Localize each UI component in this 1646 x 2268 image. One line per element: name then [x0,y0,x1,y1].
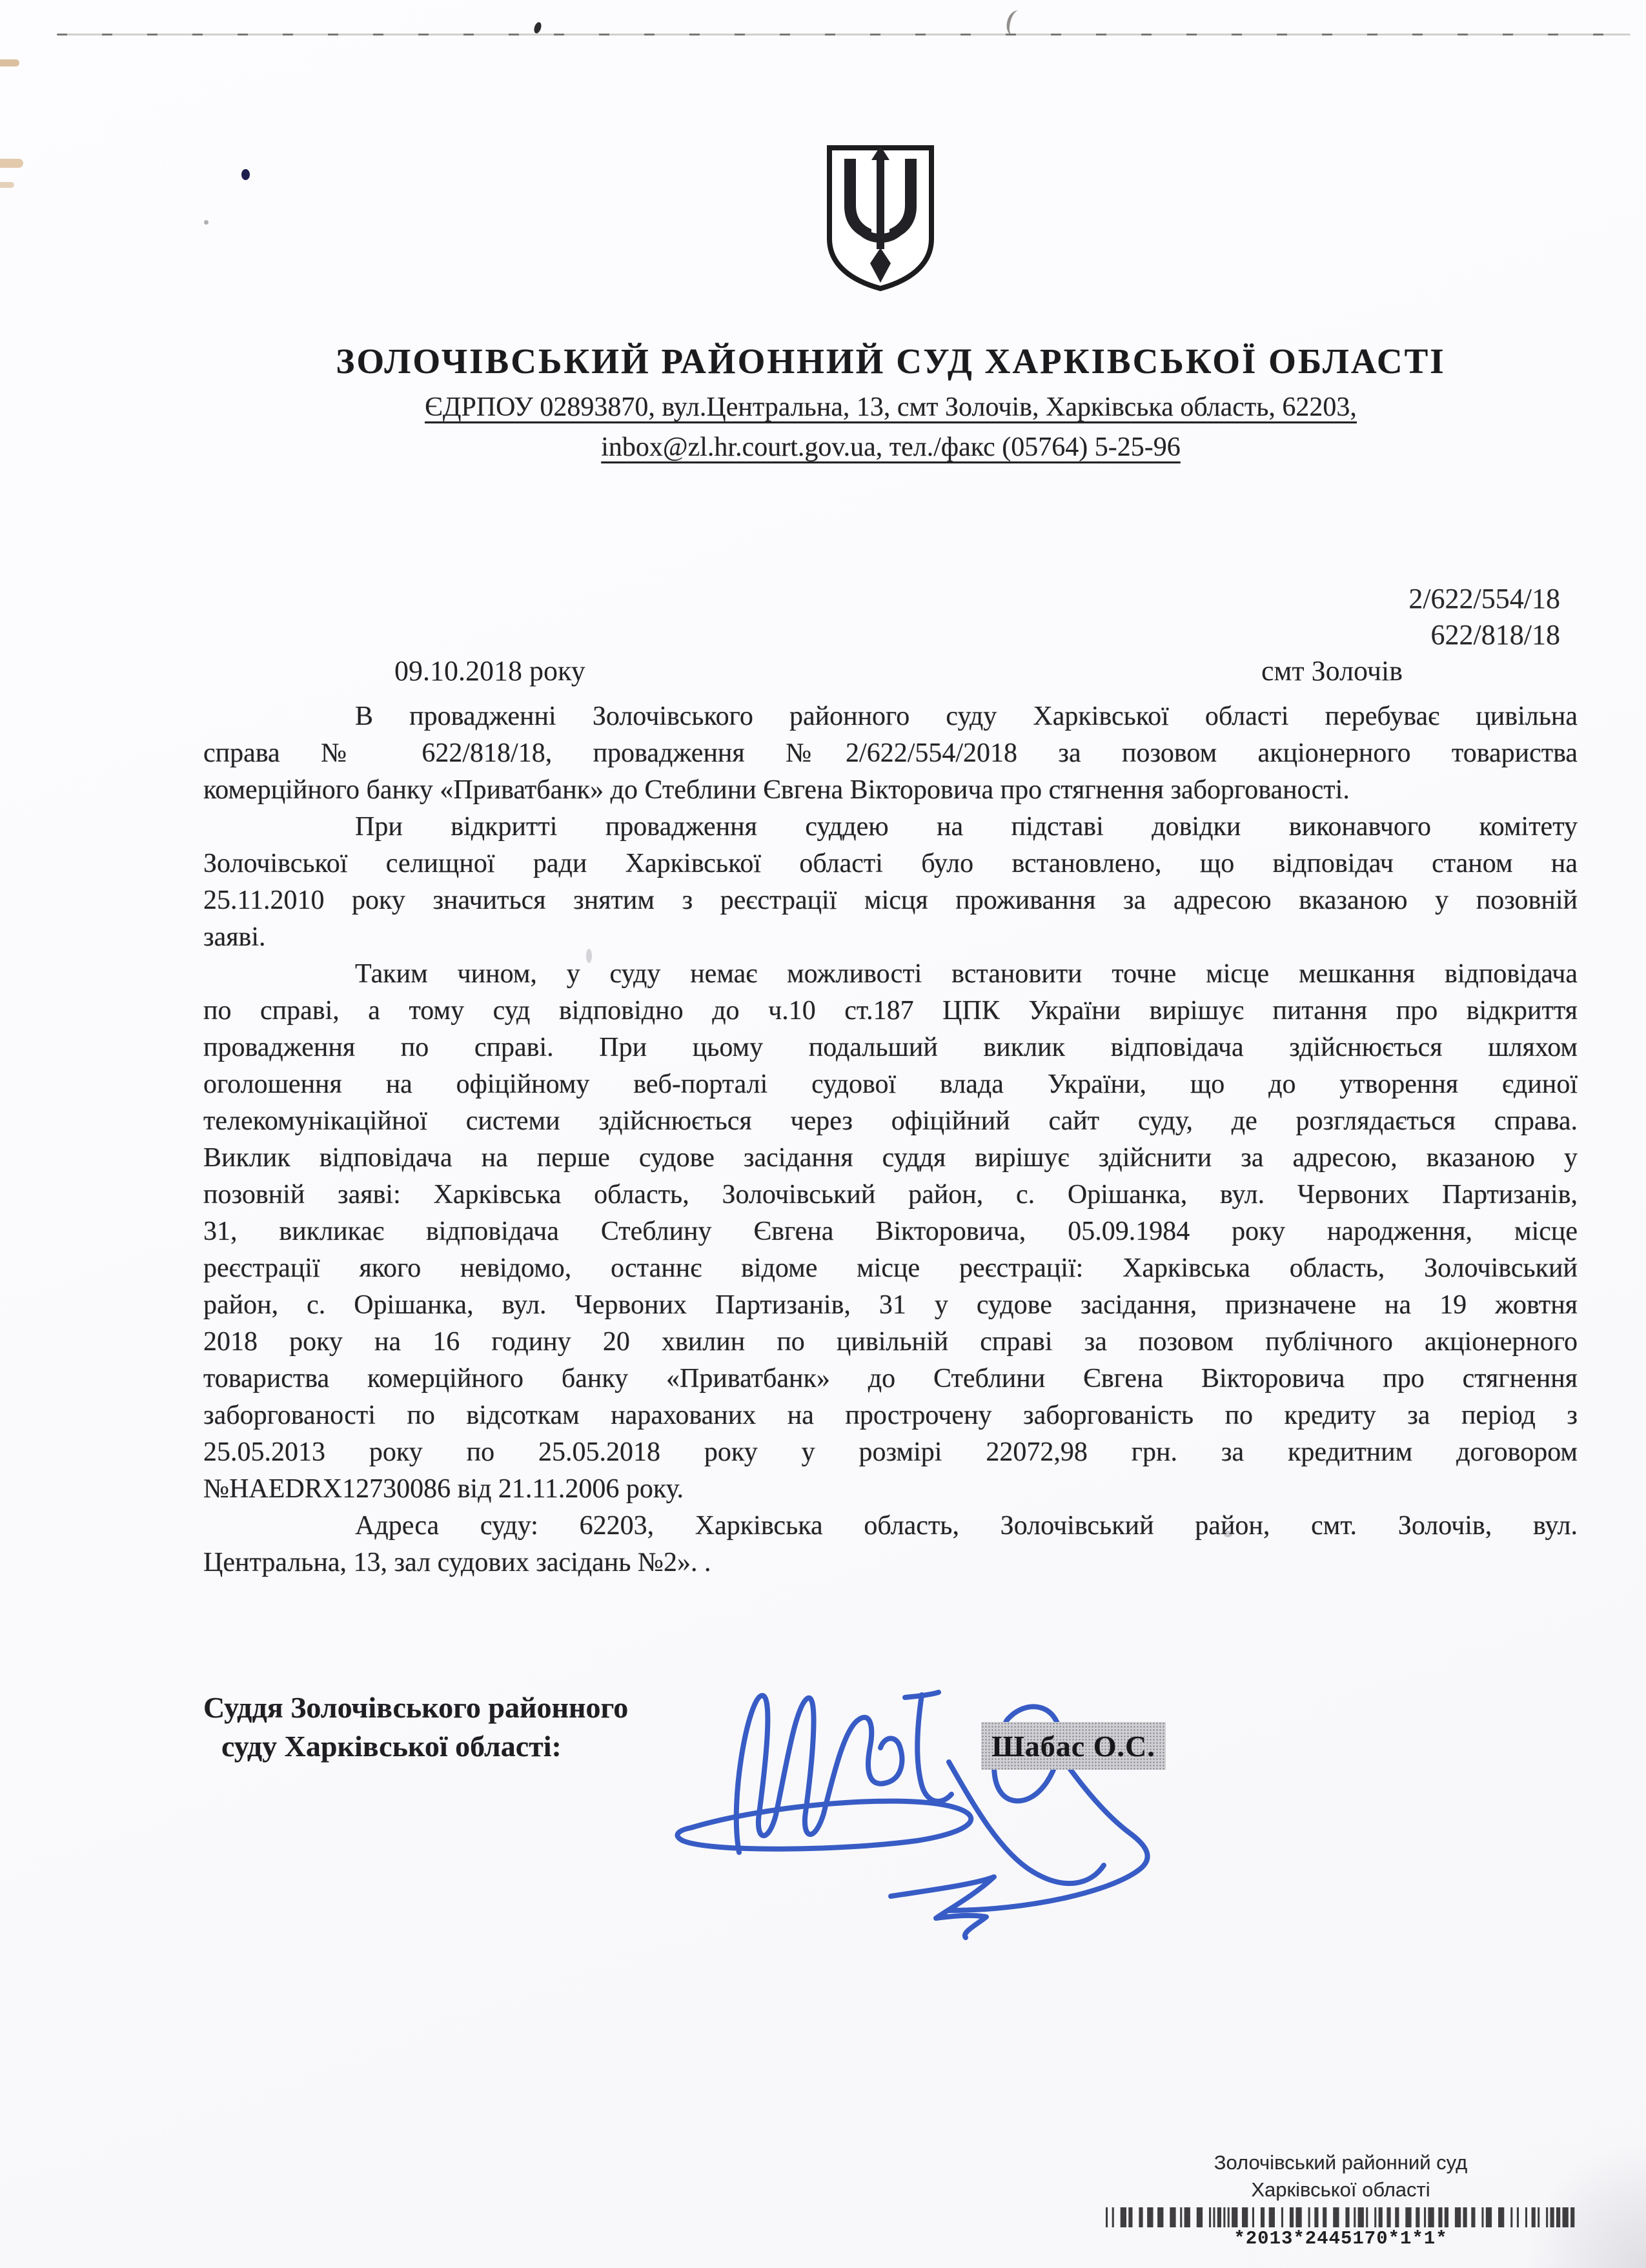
paragraph [203,1508,1578,1581]
body-line: заяві. [203,922,266,952]
body-line: №HAEDRX12730086 від 21.11.2006 року. [203,1474,684,1504]
case-number-primary: 2/622/554/18 [1408,583,1560,614]
body-line: Адреса суду: 62203, Харківська область, Золочівський район, смт. Золочів, вул. [355,1511,1578,1541]
case-numbers [203,581,1560,653]
body-line: провадження по справі. При цьому подальший виклик відповідача здійснюється шляхом [203,1033,1578,1062]
body-line: оголошення на офіційному веб-порталі судової влада України, що до утворення єдиної [203,1069,1578,1099]
body-line: 31, викликає відповідача Стеблину Євгена Вікторовича, 05.09.1984 року народження, місце [203,1217,1578,1246]
body-line: В провадженні Золочівського районного суду Харківської області перебуває цивільна [355,702,1578,731]
body-line: Золочівської селищної ради Харківської області було встановлено, що відповідач станом на [203,849,1578,878]
body-line: реєстрації якого невідомо, останнє відоме місце реєстрації: Харківська область, Золочівський [203,1253,1578,1283]
body-line: справа № 622/818/18, провадження №2/622/554/2018 за позовом акціонерного товариства [203,738,1578,768]
body-line: 25.11.2010 року значиться знятим з реєстрації місця проживання за адресою вказаною у позовній [203,886,1578,915]
edge-smudge [0,182,14,188]
scan-line-artifact [57,34,1631,35]
body-line: 2018 року на 16 годину 20 хвилин по цивільній справі за позовом публічного акціонерного [203,1327,1578,1357]
body-line: позовній заяві: Харківська область, Золочівський район, с. Орішанка, вул. Червоних Партизанів, [203,1180,1578,1210]
paragraph [203,698,1578,809]
body-line: Виклик відповідача на перше судове засідання суддя вирішує здійснити за адресою, вказаною у [203,1143,1578,1173]
body-line: комерційного банку «Приватбанк» до Стеблини Євгена Вікторовича про стягнення заборгованості. [203,775,1350,805]
edge-smudge [0,59,19,66]
judge-name: Шабас О.С. [991,1729,1155,1763]
body-line: Таким чином, у суду немає можливості встановити точне місце мешкання відповідача [355,959,1578,989]
footer-stamp [1106,2149,1576,2249]
barcode-caption: *2013*2445170*1*1* [1234,2228,1448,2249]
document-header [136,341,1646,463]
body-line: по справі, а тому суд відповідно до ч.10 ст.187 ЦПК України вирішує питання про відкриття [203,996,1578,1026]
document-place: смт Золочів [1261,655,1403,687]
court-address-line-2: inbox@zl.hr.court.gov.ua, тел./факс (05764) 5-25-96 [601,432,1181,462]
body-line: товариства комерційного банку «Приватбанк» до Стеблини Євгена Вікторовича про стягнення [203,1364,1578,1393]
body-line: заборгованості по відсоткам нарахованих на прострочену заборгованість по кредиту за період з [203,1401,1578,1430]
body-line: При відкритті провадження суддею на підставі довідки виконавчого комітету [355,812,1578,842]
judge-role-line-1: Суддя Золочівського районного [203,1691,629,1724]
ukraine-trident-icon [825,143,936,293]
footer-court-name-line-1: Золочівський районний суд [1214,2151,1468,2174]
body-line: 25.05.2013 року по 25.05.2018 року у розмірі 22072,98 грн. за кредитним договором [203,1437,1578,1467]
barcode [1106,2207,1576,2227]
body-line: район, с. Орішанка, вул. Червоних Партизанів, 31 у судове засідання, призначене на 19 жовтня [203,1290,1578,1320]
document-date: 09.10.2018 року [394,655,585,687]
date-line [203,654,1578,691]
paragraph [203,809,1578,956]
ink-dot-artifact [241,169,250,180]
footer-court-name-line-2: Харківської області [1251,2178,1430,2201]
body-line: Центральна, 13, зал судових засідань №2». . [203,1548,711,1577]
body-text [203,698,1578,1581]
court-address-line-1: ЄДРПОУ 02893870, вул.Центральна, 13, смт Золочів, Харківська область, 62203, [425,392,1357,422]
body-line: телекомунікаційної системи здійснюється через офіційний сайт суду, де розглядається справа. [203,1106,1578,1136]
edge-smudge [0,159,23,168]
judge-name-highlight [981,1722,1166,1770]
ink-speck [533,21,542,34]
paragraph [203,956,1578,1508]
court-title: ЗОЛОЧІВСЬКИЙ РАЙОННИЙ СУД ХАРКІВСЬКОЇ ОБЛАСТІ [336,341,1446,381]
ink-speck [204,220,208,225]
judge-signature-icon [613,1659,1291,1962]
judge-role-line-2: суду Харківської області: [221,1730,562,1763]
case-number-secondary: 622/818/18 [1430,619,1560,651]
